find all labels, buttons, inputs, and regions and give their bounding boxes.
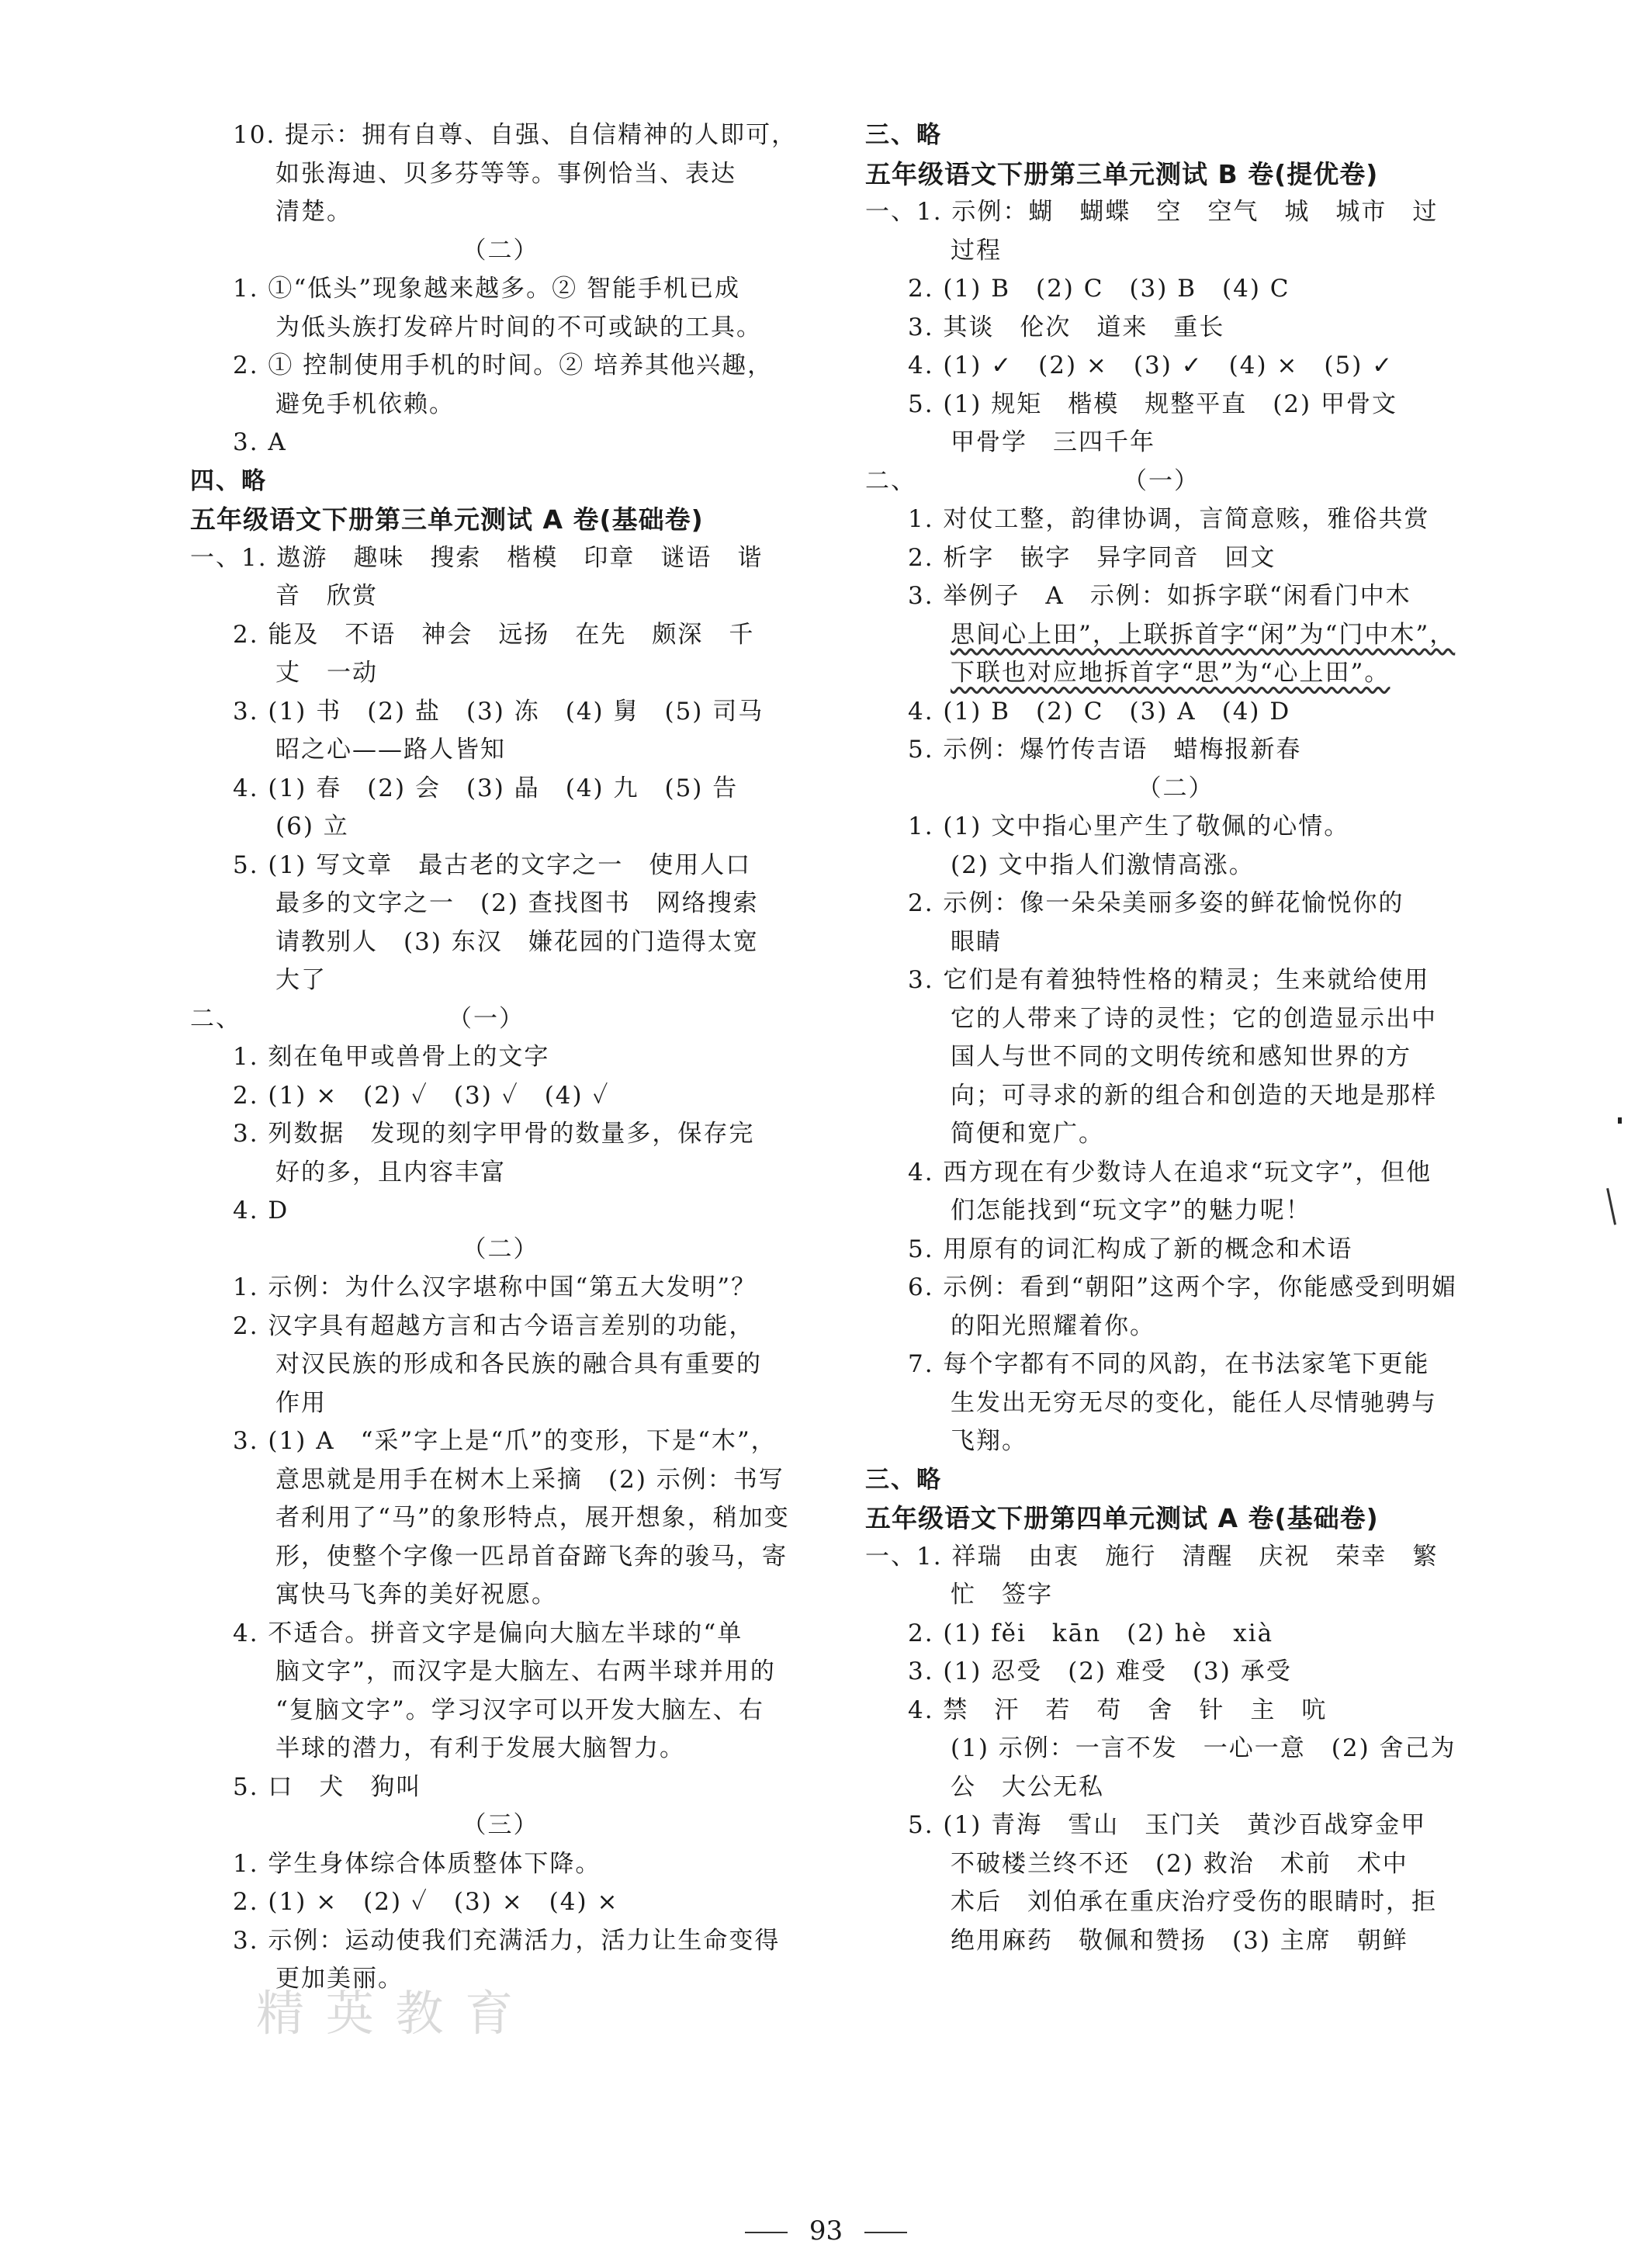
answer-text: 一、1. 遨游 趣味 搜索 楷模 印章 谜语 谐 [190,543,764,572]
answer-text: 昭之心——路人皆知 [275,736,506,764]
answer-text: 三、略 [865,1465,942,1494]
answer-line [190,1730,811,1768]
answer-line [190,1538,811,1577]
answer-line [865,1422,1486,1461]
answer-line [865,1883,1486,1922]
answer-text: 1. 对仗工整，韵律协调，言简意赅，雅俗共赏 [908,505,1430,533]
answer-line [190,155,811,194]
answer-line [190,116,811,155]
answer-text: 半球的潜力，有利于发展大脑智力。 [275,1734,685,1762]
answer-line [865,616,1486,655]
answer-text: 简便和宽广。 [951,1120,1104,1148]
answer-line [190,347,811,386]
answer-text: “复脑文字”。学习汉字可以开发大脑左、右 [275,1696,764,1724]
answer-text: 形，使整个字像一匹昂首奋蹄飞奔的骏马，寄 [275,1542,788,1571]
answer-text: 2. 示例：像一朵朵美丽多姿的鲜花愉悦你的 [908,889,1404,917]
answer-text: 3. 它们是有着独特性格的精灵；生来就给使用 [908,966,1430,994]
right-column [865,116,1486,1960]
answer-text: 一、1. 祥瑞 由衷 施行 清醒 庆祝 荣幸 繁 [865,1542,1439,1571]
answer-line [865,577,1486,616]
page-number-value: 93 [809,2215,843,2246]
answer-line [190,1845,811,1884]
answer-text: 2. (1) × (2) ✓ (3) ✓ (4) ✓ [233,1081,610,1110]
answer-line [865,539,1486,578]
answer-text: （二） [1137,774,1214,802]
answer-text: 请教别人 (3) 东汉 嫌花园的门造得太宽 [275,927,759,956]
answer-line [190,1384,811,1423]
answer-text: 飞翔。 [951,1427,1027,1455]
answer-line [190,386,811,424]
answer-line [190,1231,811,1270]
answer-text: 四、略 [190,466,267,495]
answer-line [190,270,811,309]
answer-text: 如张海迪、贝多芬等等。事例恰当、表达 [275,159,736,188]
answer-line [865,1768,1486,1807]
answer-text: 清楚。 [275,198,352,226]
answer-text: 2. (1) × (2) ✓ (3) × (4) × [233,1888,619,1916]
answer-text: 二、 （一） [190,1004,525,1033]
answer-line [865,1346,1486,1384]
answer-line [865,1154,1486,1193]
answer-text: 更加美丽。 [275,1965,403,1993]
answer-text: 2. ① 控制使用手机的时间。② 培养其他兴趣， [233,352,774,379]
answer-text: 者利用了“马”的象形特点，展开想象，稍加变 [275,1504,790,1532]
answer-line [190,1883,811,1922]
answer-line [865,232,1486,271]
answer-text: 术后 刘伯承在重庆治疗受伤的眼睛时，拒 [951,1888,1437,1916]
answer-line [190,1922,811,1961]
answer-text: 它的人带来了诗的灵性；它的创造显示出中 [951,1004,1437,1033]
answer-text: 1. ①“低头”现象越来越多。② 智能手机已成 [233,275,740,303]
answer-text: 思间心上田”，上联拆首字“闲”为“门中木”， [951,620,1456,649]
answer-line [865,1077,1486,1116]
answer-text: 1. 刻在龟甲或兽骨上的文字 [233,1043,550,1071]
answer-line [190,1154,811,1193]
answer-line [190,1422,811,1461]
answer-text: 4. D [233,1197,289,1224]
answer-text: 3. 举例子 A 示例：如拆字联“闲看门中木 [908,582,1411,610]
answer-text: 4. (1) B (2) C (3) A (4) D [908,697,1291,726]
answer-line [865,1845,1486,1884]
answer-line [865,1192,1486,1231]
answer-text: 4. (1) 春 (2) 会 (3) 晶 (4) 九 (5) 告 [233,774,739,802]
scan-speck [1618,1117,1622,1124]
answer-text: 4. 西方现在有少数诗人在追求“玩文字”，但他 [908,1158,1432,1186]
watermark-image: 精 英 教 育 [256,1985,517,2042]
answer-text: 2. (1) B (2) C (3) B (4) C [908,275,1290,303]
answer-line [865,770,1486,809]
answer-line [190,770,811,809]
answer-line [190,1038,811,1077]
answer-line [865,116,1486,155]
answer-line [190,1115,811,1154]
answer-text: 4. (1) ✓ (2) × (3) ✓ (4) × (5) ✓ [908,352,1394,379]
answer-text: 一、1. 示例：蝴 蝴蝶 空 空气 城 城市 过 [865,198,1439,226]
answer-text: 好的多，且内容丰富 [275,1158,506,1186]
answer-text: 4. 禁 汗 若 苟 舍 针 主 吭 [908,1696,1328,1724]
answer-line [865,501,1486,539]
answer-text: 1. (1) 文中指心里产生了敬佩的心情。 [908,812,1350,840]
answer-text: 忙 签字 [951,1581,1053,1609]
answer-line [190,961,811,1000]
answer-text: 甲骨学 三四千年 [951,428,1155,456]
answer-text: 五年级语文下册第四单元测试 A 卷(基础卷) [865,1503,1379,1533]
answer-text: 丈 一动 [275,659,378,687]
answer-line [865,1115,1486,1154]
answer-text: 最多的文字之一 (2) 查找图书 网络搜索 [275,889,759,917]
answer-text: 1. 示例：为什么汉字堪称中国“第五大发明”？ [233,1273,757,1301]
answer-text: 3. (1) A “采”字上是“爪”的变形，下是“木”， [233,1427,777,1455]
answer-text: 向；可寻求的新的组合和创造的天地是那样 [951,1081,1437,1110]
answer-line [190,577,811,616]
answer-line [190,462,811,501]
answer-line [865,386,1486,424]
page-number [0,2215,1652,2246]
answer-line [190,1692,811,1730]
answer-text: (2) 文中指人们激情高涨。 [951,850,1255,879]
answer-text: 三、略 [865,121,942,149]
answer-text: （二） [462,1235,539,1263]
answer-line [190,1077,811,1116]
answer-line [865,1692,1486,1730]
answer-text: 对汉民族的形成和各民族的融合具有重要的 [275,1350,762,1378]
answer-line [865,1615,1486,1654]
answer-line [190,539,811,578]
answer-line [190,1308,811,1346]
answer-line [190,232,811,271]
answer-line [865,847,1486,885]
answer-line [865,270,1486,309]
answer-text: 3. (1) 书 (2) 盐 (3) 冻 (4) 舅 (5) 司马 [233,697,764,726]
answer-text: 1. 学生身体综合体质整体下降。 [233,1849,601,1878]
answer-line [865,1653,1486,1692]
answer-text: 大了 [275,966,327,994]
answer-line [190,808,811,847]
answer-line [865,1538,1486,1577]
answer-text: 2. (1) fěi kān (2) hè xià [908,1619,1274,1647]
answer-text: 5. 示例：爆竹传吉语 蜡梅报新春 [908,736,1302,764]
answer-line [865,1384,1486,1423]
answer-line [865,1499,1486,1538]
answer-text: 10. 提示：拥有自尊、自强、自信精神的人即可， [233,121,798,149]
answer-line [865,961,1486,1000]
answer-line [865,1269,1486,1308]
answer-line [190,1806,811,1845]
answer-text: 3. A [233,428,287,456]
answer-line [865,424,1486,462]
answer-text: 5. (1) 规矩 楷模 规整平直 (2) 甲骨文 [908,390,1397,418]
answer-line [865,347,1486,386]
answer-text: (1) 示例：一言不发 一心一意 (2) 舍己为 [951,1734,1456,1762]
answer-line [190,1653,811,1692]
answer-line [190,923,811,962]
answer-line [865,462,1486,501]
answer-line [190,847,811,885]
answer-line [190,1615,811,1654]
answer-text: （三） [462,1811,539,1839]
left-column [190,116,811,1999]
answer-text: 五年级语文下册第三单元测试 B 卷(提优卷) [865,158,1379,189]
answer-text: 3. 示例：运动使我们充满活力，活力让生命变得 [233,1926,781,1955]
answer-text: 眼睛 [951,927,1002,956]
answer-line [865,1308,1486,1346]
answer-line [865,808,1486,847]
answer-line [865,1038,1486,1077]
answer-line [190,731,811,770]
answer-line [190,1192,811,1231]
answer-text: 下联也对应地拆首字“思”为“心上田”。 [951,659,1391,687]
answer-text: 避免手机依赖。 [275,390,455,418]
answer-text: 公 大公无私 [951,1772,1104,1801]
answer-line [865,1576,1486,1615]
answer-line [865,309,1486,348]
answer-text: 音 欣赏 [275,582,378,610]
answer-text: 5. 口 犬 狗叫 [233,1772,422,1801]
answer-text: 意思就是用手在树木上采摘 (2) 示例：书写 [275,1465,784,1494]
answer-text: 生发出无穷无尽的变化，能任人尽情驰骋与 [951,1388,1437,1417]
answer-line [865,731,1486,770]
answer-line [190,309,811,348]
answer-text: 不破楼兰终不还 (2) 救治 术前 术中 [951,1849,1408,1878]
answer-line [865,885,1486,923]
answer-line [190,1768,811,1807]
answer-line [190,1576,811,1615]
answer-line [865,1730,1486,1768]
answer-line [865,155,1486,194]
answer-text: 五年级语文下册第三单元测试 A 卷(基础卷) [190,504,704,535]
answer-text: 国人与世不同的文明传统和感知世界的方 [951,1043,1411,1071]
answer-line [865,1231,1486,1270]
answer-text: 2. 析字 嵌字 异字同音 回文 [908,543,1276,572]
answer-line [190,501,811,539]
answer-line [190,193,811,232]
answer-text: 脑文字”，而汉字是大脑左、右两半球并用的 [275,1657,776,1685]
answer-line [865,193,1486,232]
answer-text: 为低头族打发碎片时间的不可或缺的工具。 [275,313,762,341]
answer-text: 寓快马飞奔的美好祝愿。 [275,1581,557,1609]
answer-line [865,693,1486,732]
answer-text: (6) 立 [275,812,349,840]
page-number-dash-right [864,2232,907,2233]
scan-mark [1606,1186,1623,1224]
answer-text: 7. 每个字都有不同的风韵，在书法家笔下更能 [908,1350,1430,1378]
page-number-dash-left [745,2232,788,2233]
answer-text: 3. 列数据 发现的刻字甲骨的数量多，保存完 [233,1120,755,1148]
answer-text: 二、 （一） [865,466,1200,495]
answer-line [190,1269,811,1308]
answer-line [190,1346,811,1384]
answer-line [190,1461,811,1500]
answer-line [865,1000,1486,1039]
answer-line [190,693,811,732]
answer-text: 6. 示例：看到“朝阳”这两个字，你能感受到明媚 [908,1273,1458,1301]
answer-text: 5. (1) 青海 雪山 玉门关 黄沙百战穿金甲 [908,1811,1427,1839]
answer-text: 们怎能找到“玩文字”的魅力呢！ [951,1197,1311,1224]
answer-line [865,1922,1486,1961]
answer-text: 3. (1) 忍受 (2) 难受 (3) 承受 [908,1657,1292,1685]
answer-line [190,654,811,693]
answer-line [865,654,1486,693]
answer-text: 的阳光照耀着你。 [951,1311,1155,1340]
answer-text: 5. (1) 写文章 最古老的文字之一 使用人口 [233,850,752,879]
answer-text: 2. 汉字具有超越方言和古今语言差别的功能， [233,1311,755,1340]
answer-line [190,885,811,923]
answer-line [190,424,811,462]
answer-text: 作用 [275,1388,327,1417]
answer-line [190,1000,811,1039]
answer-text: 过程 [951,236,1002,265]
answer-text: 4. 不适合。拼音文字是偏向大脑左半球的“单 [233,1619,743,1647]
answer-text: 2. 能及 不语 神会 远扬 在先 颇深 千 [233,620,755,649]
answer-line [865,923,1486,962]
answer-text: （二） [462,236,539,265]
answer-text: 绝用麻药 敬佩和赞扬 (3) 主席 朝鲜 [951,1926,1408,1955]
answer-line [865,1461,1486,1500]
answer-line [190,1499,811,1538]
answer-line [865,1806,1486,1845]
answer-text: 5. 用原有的词汇构成了新的概念和术语 [908,1235,1353,1263]
answer-text: 3. 其谈 伦次 道来 重长 [908,313,1225,341]
answer-line [190,616,811,655]
